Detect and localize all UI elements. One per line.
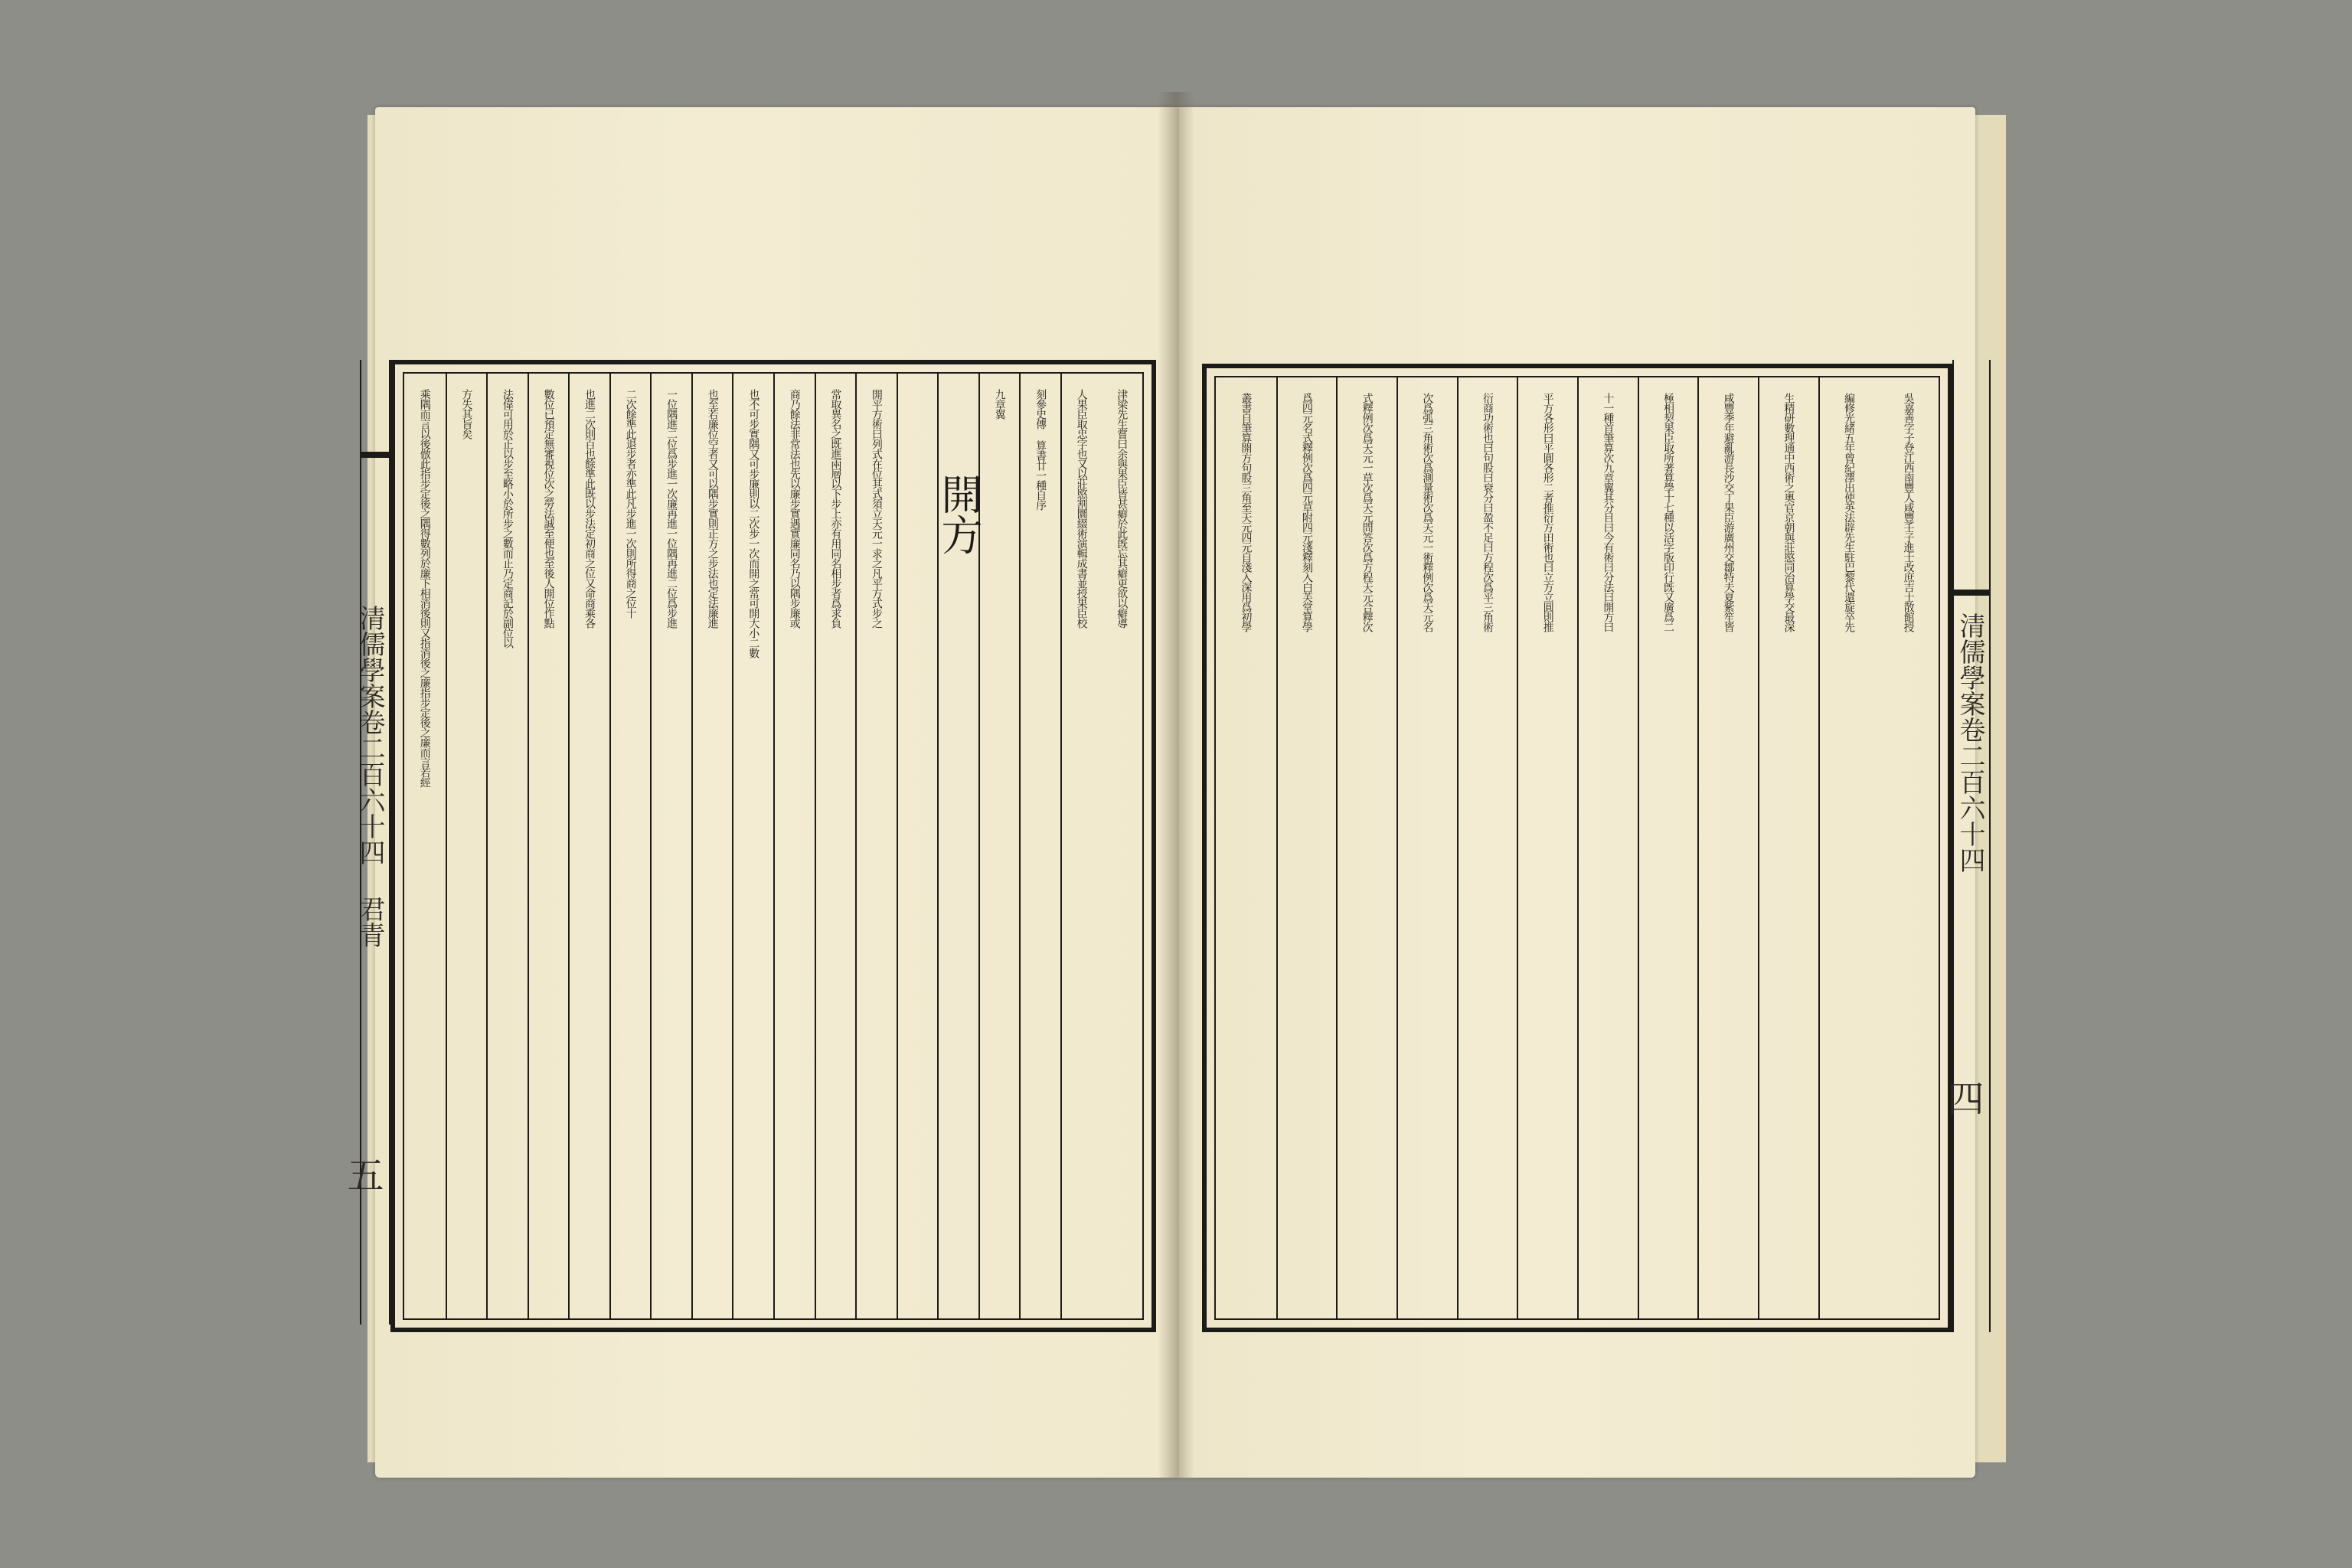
text-column	[691, 374, 733, 1318]
column-text: 也至若廉位空者又可以隅步實則正方之步法也定法廉進	[706, 389, 719, 628]
column-text: 咸豐季年避亂游長沙交丁果臣游廣州交鄒特夫夏紫笙皆	[1722, 393, 1735, 632]
column-text: 數位已預定無審視位次之勞法誠至便也至後人開位作點	[542, 389, 555, 628]
text-column	[1216, 377, 1276, 1318]
text-column	[528, 374, 569, 1318]
right-banxin-title: 清儒學案卷二百六十四	[1955, 612, 1985, 873]
column-text: 十一種首筆算次九章翼其分目曰今有術曰分法曰開方曰	[1602, 393, 1615, 632]
fish-tail-top-right	[1954, 590, 1989, 596]
column-text: 開平方術曰列式在位其式須立天元一求之凡平方式步之	[870, 389, 883, 628]
column-text: 爲四元名式釋例次爲四元草附四元淺釋刻入白芙堂算學	[1301, 393, 1314, 632]
text-column	[1878, 377, 1939, 1318]
text-column	[404, 374, 446, 1318]
text-column	[486, 374, 528, 1318]
text-column	[1517, 377, 1577, 1318]
column-text: 也不可步實隅又可步廉則以二次步一次而開之常可開大小二數	[747, 389, 760, 658]
text-column	[446, 374, 487, 1318]
column-text: 編修光緒五年曾紀澤出使英法辟先生駐巴黎代還旋卒先	[1843, 393, 1856, 632]
text-column	[773, 374, 815, 1318]
text-column	[815, 374, 856, 1318]
text-column	[1697, 377, 1758, 1318]
text-column	[897, 374, 938, 1318]
column-text: 也進二次則百也餘準此既以步法定初商之位又命商乘各	[583, 389, 596, 628]
text-column	[1276, 377, 1337, 1318]
column-text: 二次餘準此退步者亦準此凡步進一次則所得商之位十	[624, 389, 637, 618]
column-text: 九章翼	[993, 389, 1006, 419]
text-column	[568, 374, 609, 1318]
text-column	[1060, 374, 1102, 1318]
text-column	[935, 374, 984, 1318]
text-column	[1577, 377, 1638, 1318]
column-text: 津梁先生嘗曰余與果臣皆甚癖於此旣忘其癖更欲以癖導	[1116, 389, 1129, 628]
text-column	[609, 374, 651, 1318]
text-column	[1019, 374, 1060, 1318]
text-column	[1396, 377, 1457, 1318]
column-text: 生精研數理通中西術之奧官京朝與莊愍同治算學交最深	[1782, 393, 1795, 632]
text-column	[1758, 377, 1818, 1318]
column-text: 吳嘉善字子登江西南豐人咸豐壬子進士改庶吉士散館授	[1902, 393, 1915, 632]
column-text: 乘隅而言以後倣此指步定後之隅得數列於廉下相消後則又指消後之廉指步定後之廉而言若經	[418, 389, 431, 787]
column-text: 方失其旨矣	[460, 389, 473, 439]
text-column	[1336, 377, 1396, 1318]
text-column	[1101, 374, 1142, 1318]
right-columns	[1214, 376, 1940, 1320]
text-column	[650, 374, 691, 1318]
right-banxin	[1941, 360, 1991, 1332]
left-banxin-title: 清儒學案卷二百六十四 君青	[354, 605, 385, 948]
column-text: 常取異名之既進兩層以下步上亦有用同名相步者爲求負	[829, 389, 842, 628]
left-banxin-page-number: 五	[341, 1156, 384, 1193]
book-gutter	[1158, 92, 1194, 1478]
text-column	[732, 374, 773, 1318]
text-column	[1818, 377, 1879, 1318]
column-text: 法偉可用於正以步至略小於所步之數而止乃定商記於副位以	[501, 389, 514, 648]
column-text: 商乃餘法非常法也先以廉步實遇實廉同名乃以隅步廉或	[788, 389, 801, 628]
column-text: 式釋例次爲天元一草次爲天元問答次爲方程天元合釋次	[1361, 393, 1374, 632]
column-text: 刻參史傳 算書廿一種自序	[1034, 389, 1047, 510]
column-text: 開方	[935, 473, 984, 554]
left-banxin	[341, 360, 390, 1325]
column-text: 叢書自筆算開方句股三角至天元四元自淺入深用爲初學	[1240, 393, 1253, 632]
text-column	[1638, 377, 1698, 1318]
column-text: 一位隅進二位爲步進一次廉再進一位隅再進二位爲步進	[665, 389, 678, 628]
column-text: 人果臣取忠字也又以莊愍割圜綴術演輯成書並授果臣校	[1075, 389, 1088, 628]
right-banxin-page-number: 四	[1941, 1080, 1984, 1116]
left-text-frame	[390, 360, 1156, 1332]
text-column	[1457, 377, 1517, 1318]
right-text-frame	[1202, 364, 1952, 1332]
column-text: 平方各形曰平圓各形二者推衍方田術也曰立方立圓則推	[1541, 393, 1554, 632]
left-columns	[403, 372, 1144, 1320]
text-column	[855, 374, 897, 1318]
column-text: 極相契果臣取所著算學十七種以活字版印行旣又廣爲二	[1662, 393, 1675, 632]
fish-tail-top	[361, 452, 389, 458]
column-text: 衍商功術也曰句股曰衰分曰盈不足曰方程次爲平三角術	[1481, 393, 1494, 632]
column-text: 次爲弧三角術次爲測量術次爲天元一術釋例次爲天元名	[1421, 393, 1434, 632]
